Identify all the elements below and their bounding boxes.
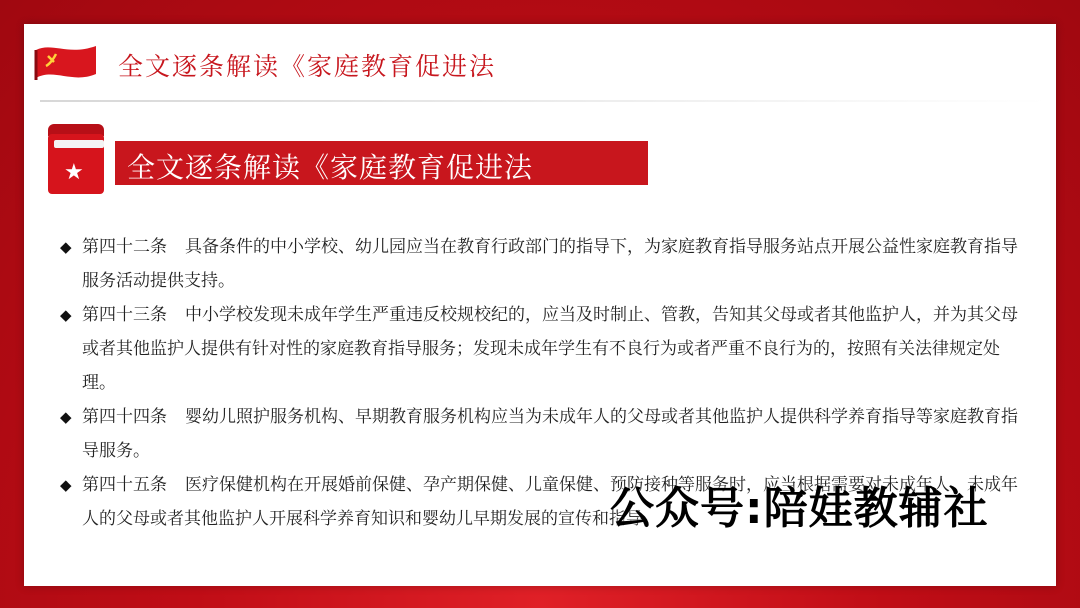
section-banner xyxy=(115,141,648,185)
article-number: 第四十三条 xyxy=(82,305,167,325)
watermark: 公众号:陪娃教辅社 xyxy=(610,483,989,534)
star-icon: ★ xyxy=(64,160,84,185)
party-flag-icon xyxy=(30,40,102,88)
article-item xyxy=(60,400,1020,468)
diamond-bullet-icon: ◆ xyxy=(60,238,72,256)
book-page xyxy=(54,140,104,148)
header-divider xyxy=(40,100,1048,102)
book-icon xyxy=(48,124,104,194)
book-cover xyxy=(48,134,104,194)
diamond-bullet-icon: ◆ xyxy=(60,306,72,324)
diamond-bullet-icon: ◆ xyxy=(60,408,72,426)
banner-title: 全文逐条解读《家庭教育促进法 xyxy=(127,151,534,184)
article-item xyxy=(60,298,1020,400)
article-number: 第四十四条 xyxy=(82,407,167,427)
article-text: 中小学校发现未成年学生严重违反校规校纪的，应当及时制止、管教，告知其父母或者其他监护人，并为其父母或者其他监护人提供有针对性的家庭教育指导服务；发现未成年学生有不良行为或者严重不良行为的，按照有关法律规定处理。 xyxy=(82,305,1018,393)
article-number: 第四十二条 xyxy=(82,237,167,257)
article-text: 医疗保健机构在开展婚前保健、孕产期保健、儿童保健、预防接种等服务时，应当根据需要对未成年人、未成年人的父母或者其他监护人开展科学养育知识和婴幼儿早期发展的宣传和指导。 xyxy=(82,475,1018,529)
article-item xyxy=(60,230,1020,298)
diamond-bullet-icon: ◆ xyxy=(60,476,72,494)
article-text: 婴幼儿照护服务机构、早期教育服务机构应当为未成年人的父母或者其他监护人提供科学养育指导等家庭教育指导服务。 xyxy=(82,407,1018,461)
article-number: 第四十五条 xyxy=(82,475,167,495)
header-title: 全文逐条解读《家庭教育促进法 xyxy=(118,52,497,81)
article-text: 具备条件的中小学校、幼儿园应当在教育行政部门的指导下，为家庭教育指导服务站点开展公益性家庭教育指导服务活动提供支持。 xyxy=(82,237,1018,291)
